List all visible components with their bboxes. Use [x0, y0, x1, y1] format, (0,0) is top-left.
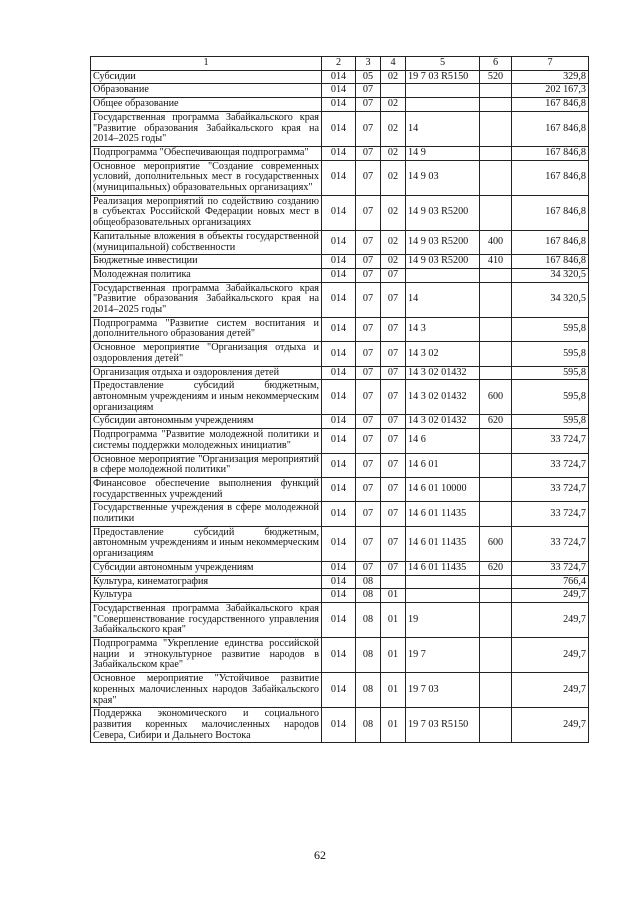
row-admin-cell: 014: [322, 380, 356, 415]
row-expense-type-cell: [480, 195, 512, 230]
row-admin-cell: 014: [322, 526, 356, 561]
table-row: [91, 526, 589, 561]
table-row: [91, 146, 589, 160]
table-row: [91, 638, 589, 673]
row-subsection-cell: 01: [381, 602, 406, 637]
row-name-cell: Культура: [91, 589, 322, 603]
row-expense-type-cell: [480, 317, 512, 341]
row-target-article-cell: 14 3 02 01432: [406, 415, 480, 429]
row-section-cell: 07: [356, 282, 381, 317]
row-name-cell: Капитальные вложения в объекты государственной (муниципальной) собственности: [91, 230, 322, 254]
row-section-cell: 07: [356, 561, 381, 575]
table-row: [91, 453, 589, 477]
row-sum-cell: 595,8: [512, 380, 589, 415]
row-section-cell: 07: [356, 195, 381, 230]
row-section-cell: 07: [356, 429, 381, 453]
row-target-article-cell: 14 6 01 11435: [406, 561, 480, 575]
row-expense-type-cell: [480, 638, 512, 673]
row-section-cell: 07: [356, 84, 381, 98]
row-target-article-cell: [406, 84, 480, 98]
row-section-cell: 07: [356, 255, 381, 269]
row-admin-cell: 014: [322, 589, 356, 603]
row-target-article-cell: 14 9 03 R5200: [406, 255, 480, 269]
table-row: [91, 429, 589, 453]
row-subsection-cell: 02: [381, 70, 406, 84]
row-target-article-cell: 19: [406, 602, 480, 637]
row-subsection-cell: [381, 575, 406, 589]
row-admin-cell: 014: [322, 160, 356, 195]
row-section-cell: 07: [356, 98, 381, 112]
row-sum-cell: 33 724,7: [512, 477, 589, 501]
budget-table: [90, 56, 589, 743]
header-cell-4: 4: [381, 57, 406, 71]
row-admin-cell: 014: [322, 195, 356, 230]
row-target-article-cell: [406, 575, 480, 589]
table-row: [91, 111, 589, 146]
row-name-cell: Образование: [91, 84, 322, 98]
row-admin-cell: 014: [322, 230, 356, 254]
row-sum-cell: 33 724,7: [512, 502, 589, 526]
table-row: [91, 160, 589, 195]
row-expense-type-cell: [480, 453, 512, 477]
table-row: [91, 282, 589, 317]
row-subsection-cell: 07: [381, 366, 406, 380]
table-header-row: [91, 57, 589, 71]
row-target-article-cell: 14: [406, 111, 480, 146]
row-section-cell: 08: [356, 638, 381, 673]
row-expense-type-cell: [480, 342, 512, 366]
row-section-cell: 07: [356, 526, 381, 561]
table-row: [91, 575, 589, 589]
row-section-cell: 08: [356, 575, 381, 589]
table-row: [91, 230, 589, 254]
row-name-cell: Подпрограмма "Укрепление единства российской нации и этнокультурное развитие народов в Забайкальском крае": [91, 638, 322, 673]
row-target-article-cell: 14 6: [406, 429, 480, 453]
row-section-cell: 07: [356, 380, 381, 415]
row-subsection-cell: 01: [381, 708, 406, 743]
row-section-cell: 07: [356, 477, 381, 501]
row-target-article-cell: [406, 268, 480, 282]
row-subsection-cell: 01: [381, 638, 406, 673]
row-expense-type-cell: [480, 429, 512, 453]
row-name-cell: Общее образование: [91, 98, 322, 112]
row-admin-cell: 014: [322, 255, 356, 269]
row-admin-cell: 014: [322, 282, 356, 317]
row-admin-cell: 014: [322, 146, 356, 160]
row-sum-cell: 167 846,8: [512, 230, 589, 254]
row-target-article-cell: 14 9 03: [406, 160, 480, 195]
row-admin-cell: 014: [322, 268, 356, 282]
row-subsection-cell: 02: [381, 255, 406, 269]
row-subsection-cell: 07: [381, 342, 406, 366]
row-target-article-cell: 14 6 01 10000: [406, 477, 480, 501]
row-admin-cell: 014: [322, 477, 356, 501]
row-sum-cell: 249,7: [512, 638, 589, 673]
row-subsection-cell: 07: [381, 429, 406, 453]
row-expense-type-cell: 600: [480, 380, 512, 415]
row-name-cell: Предоставление субсидий бюджетным, автономным учреждениям и иным некоммерческим организациям: [91, 526, 322, 561]
row-target-article-cell: 14 3 02 01432: [406, 380, 480, 415]
row-section-cell: 07: [356, 146, 381, 160]
row-sum-cell: 329,8: [512, 70, 589, 84]
table-row: [91, 342, 589, 366]
row-target-article-cell: 19 7 03 R5150: [406, 708, 480, 743]
row-name-cell: Бюджетные инвестиции: [91, 255, 322, 269]
row-target-article-cell: 14 6 01: [406, 453, 480, 477]
table-row: [91, 98, 589, 112]
row-section-cell: 07: [356, 160, 381, 195]
row-expense-type-cell: [480, 160, 512, 195]
row-section-cell: 07: [356, 268, 381, 282]
row-expense-type-cell: 400: [480, 230, 512, 254]
row-section-cell: 08: [356, 708, 381, 743]
row-section-cell: 07: [356, 502, 381, 526]
row-subsection-cell: 02: [381, 160, 406, 195]
row-subsection-cell: 02: [381, 98, 406, 112]
row-name-cell: Государственные учреждения в сфере молодежной политики: [91, 502, 322, 526]
row-admin-cell: 014: [322, 602, 356, 637]
row-sum-cell: 249,7: [512, 673, 589, 708]
row-expense-type-cell: [480, 98, 512, 112]
row-subsection-cell: 02: [381, 111, 406, 146]
row-admin-cell: 014: [322, 342, 356, 366]
row-subsection-cell: 02: [381, 146, 406, 160]
row-name-cell: Реализация мероприятий по содействию созданию в субъектах Российской Федерации новых мест в общеобразовательных организациях: [91, 195, 322, 230]
row-expense-type-cell: [480, 602, 512, 637]
row-sum-cell: 167 846,8: [512, 111, 589, 146]
table-row: [91, 415, 589, 429]
row-name-cell: Основное мероприятие "Организация отдыха и оздоровления детей": [91, 342, 322, 366]
row-sum-cell: 202 167,3: [512, 84, 589, 98]
row-sum-cell: 167 846,8: [512, 98, 589, 112]
row-admin-cell: 014: [322, 638, 356, 673]
row-admin-cell: 014: [322, 111, 356, 146]
row-admin-cell: 014: [322, 429, 356, 453]
row-admin-cell: 014: [322, 561, 356, 575]
row-expense-type-cell: 520: [480, 70, 512, 84]
row-admin-cell: 014: [322, 317, 356, 341]
row-subsection-cell: 07: [381, 317, 406, 341]
row-section-cell: 07: [356, 415, 381, 429]
row-expense-type-cell: 410: [480, 255, 512, 269]
row-sum-cell: 766,4: [512, 575, 589, 589]
row-name-cell: Организация отдыха и оздоровления детей: [91, 366, 322, 380]
table-row: [91, 589, 589, 603]
row-expense-type-cell: [480, 502, 512, 526]
row-subsection-cell: 07: [381, 453, 406, 477]
header-cell-5: 5: [406, 57, 480, 71]
row-sum-cell: 595,8: [512, 317, 589, 341]
table-row: [91, 268, 589, 282]
row-sum-cell: 167 846,8: [512, 146, 589, 160]
row-section-cell: 07: [356, 342, 381, 366]
row-subsection-cell: [381, 84, 406, 98]
row-sum-cell: 34 320,5: [512, 282, 589, 317]
row-name-cell: Поддержка экономического и социального развития коренных малочисленных народов Севера, Сибири и Дальнего Востока: [91, 708, 322, 743]
row-expense-type-cell: [480, 268, 512, 282]
row-target-article-cell: 14 6 01 11435: [406, 502, 480, 526]
row-name-cell: Основное мероприятие "Создание современных условий, дополнительных мест в государственных (муниципальных) образовательных организациях": [91, 160, 322, 195]
row-section-cell: 05: [356, 70, 381, 84]
row-subsection-cell: 07: [381, 477, 406, 501]
row-expense-type-cell: 600: [480, 526, 512, 561]
table-row: [91, 317, 589, 341]
row-admin-cell: 014: [322, 70, 356, 84]
header-cell-2: 2: [322, 57, 356, 71]
row-name-cell: Государственная программа Забайкальского края "Развитие образования Забайкальского края на 2014–2025 годы": [91, 111, 322, 146]
row-name-cell: Субсидии автономным учреждениям: [91, 561, 322, 575]
row-section-cell: 07: [356, 366, 381, 380]
row-expense-type-cell: [480, 673, 512, 708]
row-name-cell: Подпрограмма "Развитие молодежной политики и системы поддержки молодежных инициатив": [91, 429, 322, 453]
row-subsection-cell: 07: [381, 526, 406, 561]
row-target-article-cell: 14 3 02 01432: [406, 366, 480, 380]
table-row: [91, 70, 589, 84]
row-subsection-cell: 07: [381, 282, 406, 317]
table-row: [91, 502, 589, 526]
row-expense-type-cell: [480, 111, 512, 146]
row-sum-cell: 595,8: [512, 366, 589, 380]
row-sum-cell: 34 320,5: [512, 268, 589, 282]
row-name-cell: Предоставление субсидий бюджетным, автономным учреждениям и иным некоммерческим организациям: [91, 380, 322, 415]
row-sum-cell: 33 724,7: [512, 561, 589, 575]
table-row: [91, 195, 589, 230]
row-expense-type-cell: [480, 589, 512, 603]
row-target-article-cell: 14 9: [406, 146, 480, 160]
row-subsection-cell: 02: [381, 230, 406, 254]
table-row: [91, 255, 589, 269]
row-expense-type-cell: [480, 477, 512, 501]
row-admin-cell: 014: [322, 366, 356, 380]
row-admin-cell: 014: [322, 575, 356, 589]
row-target-article-cell: 14: [406, 282, 480, 317]
row-target-article-cell: 14 6 01 11435: [406, 526, 480, 561]
row-subsection-cell: 07: [381, 415, 406, 429]
row-sum-cell: 33 724,7: [512, 526, 589, 561]
row-subsection-cell: 07: [381, 502, 406, 526]
row-subsection-cell: 07: [381, 561, 406, 575]
row-admin-cell: 014: [322, 673, 356, 708]
table-row: [91, 366, 589, 380]
row-admin-cell: 014: [322, 84, 356, 98]
table-row: [91, 84, 589, 98]
row-sum-cell: 167 846,8: [512, 255, 589, 269]
row-expense-type-cell: 620: [480, 561, 512, 575]
row-section-cell: 07: [356, 453, 381, 477]
table-body: [91, 57, 589, 743]
row-target-article-cell: 14 9 03 R5200: [406, 195, 480, 230]
row-name-cell: Молодежная политика: [91, 268, 322, 282]
row-sum-cell: 167 846,8: [512, 195, 589, 230]
row-section-cell: 07: [356, 111, 381, 146]
row-name-cell: Субсидии: [91, 70, 322, 84]
row-name-cell: Культура, кинематография: [91, 575, 322, 589]
row-sum-cell: 249,7: [512, 589, 589, 603]
row-sum-cell: 249,7: [512, 708, 589, 743]
row-sum-cell: 167 846,8: [512, 160, 589, 195]
row-name-cell: Финансовое обеспечение выполнения функций государственных учреждений: [91, 477, 322, 501]
page-number: 62: [314, 848, 326, 862]
row-sum-cell: 33 724,7: [512, 453, 589, 477]
row-section-cell: 08: [356, 602, 381, 637]
row-expense-type-cell: [480, 146, 512, 160]
row-section-cell: 07: [356, 230, 381, 254]
row-subsection-cell: 02: [381, 195, 406, 230]
header-cell-1: 1: [91, 57, 322, 71]
row-name-cell: Субсидии автономным учреждениям: [91, 415, 322, 429]
row-expense-type-cell: [480, 575, 512, 589]
row-admin-cell: 014: [322, 98, 356, 112]
row-subsection-cell: 07: [381, 268, 406, 282]
row-admin-cell: 014: [322, 453, 356, 477]
row-subsection-cell: 07: [381, 380, 406, 415]
row-name-cell: Подпрограмма "Обеспечивающая подпрограмма": [91, 146, 322, 160]
row-expense-type-cell: [480, 708, 512, 743]
row-section-cell: 08: [356, 673, 381, 708]
row-target-article-cell: 14 9 03 R5200: [406, 230, 480, 254]
table-row: [91, 673, 589, 708]
row-expense-type-cell: [480, 84, 512, 98]
row-sum-cell: 33 724,7: [512, 429, 589, 453]
row-target-article-cell: 19 7 03: [406, 673, 480, 708]
row-target-article-cell: 14 3: [406, 317, 480, 341]
header-cell-7: 7: [512, 57, 589, 71]
row-target-article-cell: [406, 98, 480, 112]
row-name-cell: Основное мероприятие "Устойчивое развитие коренных малочисленных народов Забайкальского края": [91, 673, 322, 708]
row-name-cell: Государственная программа Забайкальского края "Развитие образования Забайкальского края на 2014–2025 годы": [91, 282, 322, 317]
row-name-cell: Государственная программа Забайкальского края "Совершенствование государственного управления Забайкальского края": [91, 602, 322, 637]
row-expense-type-cell: [480, 366, 512, 380]
row-section-cell: 08: [356, 589, 381, 603]
row-target-article-cell: 19 7 03 R5150: [406, 70, 480, 84]
row-name-cell: Основное мероприятие "Организация мероприятий в сфере молодежной политики": [91, 453, 322, 477]
table-row: [91, 380, 589, 415]
row-subsection-cell: 01: [381, 673, 406, 708]
row-subsection-cell: 01: [381, 589, 406, 603]
row-target-article-cell: 19 7: [406, 638, 480, 673]
row-sum-cell: 595,8: [512, 415, 589, 429]
table-row: [91, 477, 589, 501]
row-sum-cell: 249,7: [512, 602, 589, 637]
row-target-article-cell: 14 3 02: [406, 342, 480, 366]
row-admin-cell: 014: [322, 708, 356, 743]
row-admin-cell: 014: [322, 502, 356, 526]
row-expense-type-cell: 620: [480, 415, 512, 429]
table-row: [91, 708, 589, 743]
row-admin-cell: 014: [322, 415, 356, 429]
row-name-cell: Подпрограмма "Развитие систем воспитания и дополнительного образования детей": [91, 317, 322, 341]
row-target-article-cell: [406, 589, 480, 603]
row-sum-cell: 595,8: [512, 342, 589, 366]
row-section-cell: 07: [356, 317, 381, 341]
header-cell-3: 3: [356, 57, 381, 71]
table-row: [91, 602, 589, 637]
header-cell-6: 6: [480, 57, 512, 71]
table-row: [91, 561, 589, 575]
row-expense-type-cell: [480, 282, 512, 317]
